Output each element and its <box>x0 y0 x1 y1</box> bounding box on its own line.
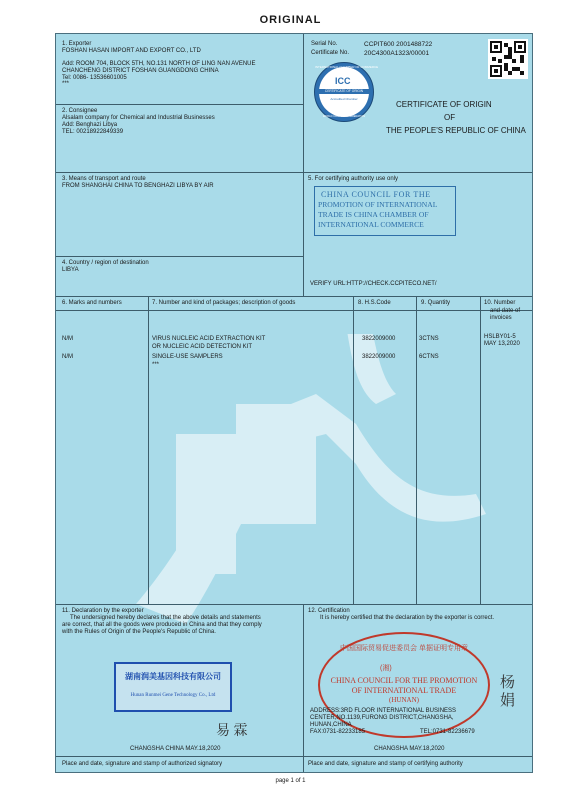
consignee-label: 2. Consignee <box>62 108 98 114</box>
icc-band: CERTIFICATE OF ORIGIN <box>319 89 369 94</box>
icc-badge-bottom: WORLD CHAMBERS FEDERATION <box>322 115 366 118</box>
authority-fax: FAX:0731-82233185 <box>310 729 366 735</box>
certificate-no-label: Certificate No. <box>311 50 350 56</box>
row1-hs-code: 3822009000 <box>362 336 396 342</box>
exporter-label: 1. Exporter <box>62 41 92 47</box>
consignee-name: Alsalam company for Chemical and Industrial Businesses <box>62 115 215 121</box>
col-header-description: 7. Number and kind of packages; description of goods <box>152 300 296 306</box>
declaration-text-1: The undersigned hereby declares that the above details and statements <box>70 615 261 621</box>
row1-invoice: HSLBY01-5 <box>484 334 516 340</box>
consignee-address: Add: Benghazi Libya <box>62 122 118 128</box>
icc-badge <box>314 62 379 122</box>
certification-text: It is hereby certified that the declaration by the exporter is correct. <box>320 615 495 621</box>
cert-title-line1: CERTIFICATE OF ORIGIN <box>396 100 492 109</box>
row2-quantity: 6CTNS <box>419 354 439 360</box>
great-wall-watermark <box>56 334 533 634</box>
declaration-place-date: CHANGSHA CHINA MAY.18,2020 <box>130 746 221 752</box>
serial-value: CCPIT600 2001488722 <box>364 41 433 48</box>
ccpit-stamp-line3: TRADE IS CHINA CHAMBER OF <box>318 210 429 219</box>
row2-mark: N/M <box>62 354 73 360</box>
exporter-stars: *** <box>62 81 70 87</box>
destination-label: 4. Country / region of destination <box>62 260 149 266</box>
transport-value: FROM SHANGHAI CHINA TO BENGHAZI LIBYA BY AIR <box>62 183 214 189</box>
ccpit-hunan-stamp-en1: CHINA COUNCIL FOR THE PROMOTION <box>330 676 478 685</box>
serial-label: Serial No. <box>311 41 338 47</box>
ccpit-stamp <box>314 186 456 236</box>
declaration-label: 11. Declaration by the exporter <box>62 608 144 614</box>
authority-tel: TEL:0731-82236679 <box>420 729 475 735</box>
exporter-address-1: Add: ROOM 704, BLOCK 5TH, NO.131 NORTH OF LING NAN AVENUE <box>62 61 256 67</box>
authority-address-2: CENTER,NO.1139,FURONG DISTRICT,CHANGSHA, <box>310 715 454 721</box>
col-header-invoice-3: invoices <box>490 315 512 321</box>
declaration-text-3: with the Rules of Origin of the People's Republic of China. <box>62 629 216 635</box>
certification-place-date: CHANGSHA MAY.18,2020 <box>374 746 445 752</box>
qr-code-icon <box>488 39 528 79</box>
document-title: ORIGINAL <box>259 14 322 26</box>
certification-footer: Place and date, signature and stamp of certifying authority <box>308 761 463 767</box>
icc-badge-top: INTERNATIONAL CHAMBER OF COMMERCE <box>315 65 379 69</box>
cert-title-line2: OF <box>444 113 456 122</box>
ccpit-hunan-stamp-cn: 中国国际贸易促进委员会 单据证明专用章 <box>340 645 468 652</box>
cert-title-line3: THE PEOPLE'S REPUBLIC OF CHINA <box>386 126 526 135</box>
exporter-name: FOSHAN HASAN IMPORT AND EXPORT CO., LTD <box>62 48 201 54</box>
company-seal-cn: 湖南润美基因科技有限公司 <box>125 672 221 681</box>
ccpit-hunan-stamp-en3: (HUNAN) <box>389 696 419 704</box>
certificate-form <box>55 33 533 773</box>
transport-label: 3. Means of transport and route <box>62 176 146 182</box>
row2-description: SINGLE-USE SAMPLERS <box>152 354 223 360</box>
consignee-tel: TEL: 00218922849339 <box>62 129 124 135</box>
row2-description-2: *** <box>152 362 160 368</box>
exporter-address-2: CHANCHENG DISTRICT FOSHAN GUANGDONG CHINA <box>62 68 219 74</box>
exporter-signature: 易 霖 <box>216 724 248 739</box>
col-header-hs-code: 8. H.S.Code <box>358 300 391 306</box>
exporter-tel: Tel: 0086- 13536601005 <box>62 75 127 81</box>
authority-address-3: HUNAN,CHINA <box>310 722 352 728</box>
icc-logo: ICC <box>335 76 351 86</box>
authority-address-1: ADDRESS:3RD FLOOR INTERNATIONAL BUSINESS <box>310 708 457 714</box>
row1-quantity: 3CTNS <box>419 336 439 342</box>
row1-description-2: OR NUCLEIC ACID DETECTION KIT <box>152 344 253 350</box>
row2-hs-code: 3822009000 <box>362 354 396 360</box>
col-header-invoice-2: and date of <box>490 308 521 314</box>
row1-invoice-date: MAY 13,2020 <box>484 341 520 347</box>
row1-mark: N/M <box>62 336 73 342</box>
page-number: page 1 of 1 <box>275 778 306 784</box>
declaration-footer: Place and date, signature and stamp of authorized signatory <box>62 761 223 767</box>
ccpit-stamp-line4: INTERNATIONAL COMMERCE <box>318 220 424 229</box>
col-header-invoice-1: 10. Number <box>484 300 516 306</box>
ccpit-stamp-line1: CHINA COUNCIL FOR THE <box>321 190 431 199</box>
authority-label: 5. For certifying authority use only <box>308 176 399 182</box>
company-seal-en: Hunan Runmei Gene Technology Co., Ltd <box>130 693 216 698</box>
col-header-marks: 6. Marks and numbers <box>62 300 122 306</box>
icc-sub: Accredited Chamber <box>330 97 358 101</box>
verify-url: VERIFY URL:HTTP://CHECK.CCPITECO.NET/ <box>310 281 437 287</box>
declaration-text-2: are correct, that all the goods were produced in China and that they comply <box>62 622 262 628</box>
ccpit-hunan-stamp-mid: (湘) <box>380 665 392 672</box>
authority-signature: 杨 娟 <box>500 675 516 709</box>
col-header-quantity: 9. Quantity <box>421 300 451 306</box>
certification-label: 12. Certification <box>308 608 350 614</box>
company-seal <box>114 662 232 712</box>
row1-description: VIRUS NUCLEIC ACID EXTRACTION KIT <box>152 336 266 342</box>
ccpit-stamp-line2: PROMOTION OF INTERNATIONAL <box>318 200 438 209</box>
destination-value: LIBYA <box>62 267 79 273</box>
certificate-no-value: 20C4300A1323/00001 <box>364 50 430 57</box>
ccpit-hunan-stamp-en2: OF INTERNATIONAL TRADE <box>351 686 457 695</box>
